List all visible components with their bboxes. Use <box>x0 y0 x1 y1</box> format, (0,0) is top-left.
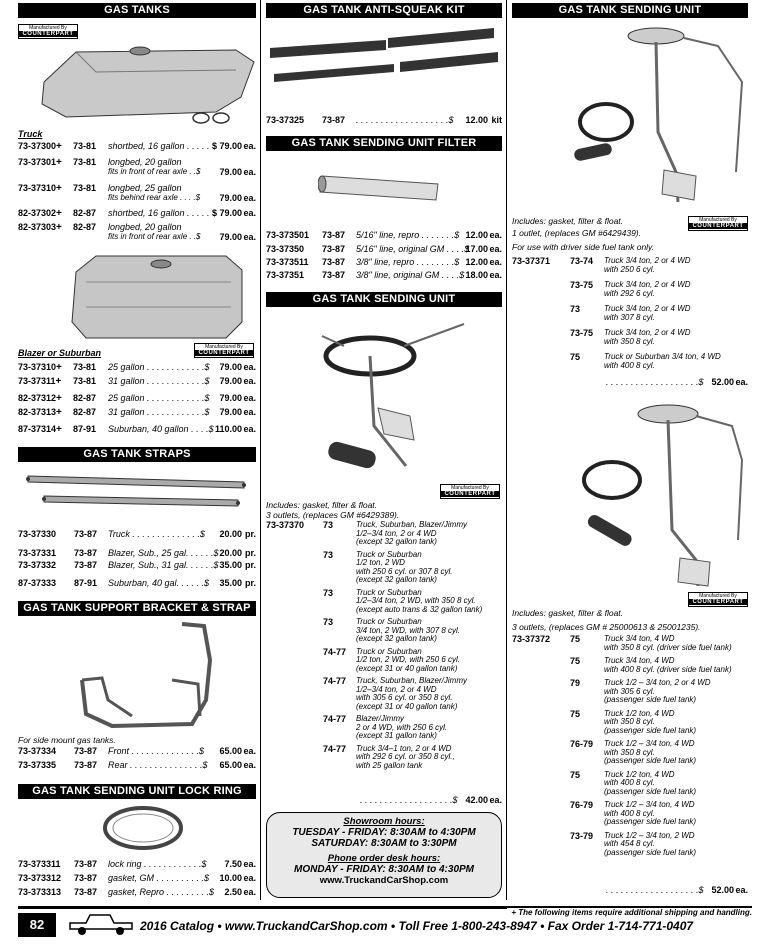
fitment-years: 73 <box>570 304 581 314</box>
gas-tank-illustration <box>36 42 258 126</box>
filter-illustration <box>318 162 444 214</box>
fitment-line: 2 or 4 WD, with 250 6 cyl. <box>356 722 448 732</box>
fitment-line: (except 32 gallon tank) <box>356 537 437 546</box>
fitment-years: 76-79 <box>570 739 594 749</box>
fitment-years: 75 <box>570 634 581 644</box>
fitment-line: Truck 1/2 – 3/4 ton, 4 WD <box>604 800 695 809</box>
sending-unit-illustration <box>314 316 484 488</box>
column-divider <box>260 0 261 900</box>
fitment-line: 1/2–3/4 ton, 2 or 4 WD <box>356 684 437 694</box>
fitment-years: 76-79 <box>570 800 594 810</box>
subheading-blazer: Blazer or Suburban <box>18 348 102 358</box>
fitment-line: (passenger side fuel tank) <box>604 786 697 796</box>
section-header-lock-ring: GAS TANK SENDING UNIT LOCK RING <box>18 784 256 799</box>
fitment-line: with 250 6 cyl. or 307 8 cyl. <box>356 566 453 576</box>
fitment-line: with 25 gallon tank <box>356 760 423 770</box>
fitment-years: 73 <box>323 520 334 530</box>
section-header-filter: GAS TANK SENDING UNIT FILTER <box>266 136 502 151</box>
fitment-line: with 350 8 cyl. (driver side fuel tank) <box>604 642 732 652</box>
fitment-years: 73 <box>323 549 334 560</box>
fitment-years: 74-77 <box>323 714 347 724</box>
fitment-line: Truck 3/4 ton, 2 or 4 WD <box>604 256 691 265</box>
phone-hours: MONDAY - FRIDAY: 8:30AM to 4:30PM <box>293 864 475 875</box>
fitment-years: 75 <box>570 352 581 362</box>
counterpart-badge: Manufactured By COUNTERPART <box>18 24 78 39</box>
fitment-line: Truck 3/4–1 ton, 2 or 4 WD <box>356 743 452 753</box>
fitment-years: 79 <box>570 678 581 688</box>
fitment-line: (except 31 or 40 gallon tank) <box>356 701 458 711</box>
truck-logo-icon <box>66 911 136 937</box>
fitment-years: 74-77 <box>323 743 347 754</box>
fitment-years: 73-74 <box>570 256 594 266</box>
fitment-line: with 250 6 cyl. <box>604 264 655 274</box>
fitment-line: with 400 8 cyl. (driver side fuel tank) <box>604 664 732 674</box>
sending-includes: Includes: gasket, filter & float. <box>266 500 378 510</box>
fitment-line: with 400 8 cyl. <box>604 808 655 818</box>
fitment-line: (except auto trans & 32 gallon tank) <box>356 604 483 614</box>
fitment-line: with 350 8 cyl. <box>604 336 655 346</box>
fitment-years: 73-79 <box>570 830 594 841</box>
fitment-years: 74-77 <box>323 676 347 686</box>
subheading-truck: Truck <box>18 129 43 139</box>
fitment-line: Truck or Suburban <box>356 549 422 559</box>
page-number: 82 <box>18 913 56 937</box>
column-divider <box>506 0 507 900</box>
showroom-hours-heading: Showroom hours: <box>343 816 425 827</box>
unit1-outlets: 1 outlet, (replaces GM #6429439). <box>512 228 641 238</box>
counterpart-badge: Manufactured By COUNTERPART <box>194 343 254 358</box>
fitment-years: 73 <box>323 617 334 627</box>
fitment-years: 73-75 <box>570 328 594 338</box>
fitment-years: 73-75 <box>570 280 594 290</box>
unit1-includes: Includes: gasket, filter & float. <box>512 216 624 226</box>
fitment-line: Truck 3/4 ton, 2 or 4 WD <box>604 304 691 313</box>
bracket-note: For side mount gas tanks. <box>18 735 116 745</box>
footer-catalog-line: 2016 Catalog • www.TruckandCarShop.com • Toll Free 1-800-243-8947 • Fax Order 1-714-771-0407 <box>140 919 694 933</box>
fitment-line: Truck 1/2 ton, 4 WD <box>604 769 675 779</box>
fitment-line: with 350 8 cyl. <box>604 717 655 726</box>
fitment-line: Truck or Suburban <box>356 617 422 626</box>
fitment-line: (except 32 gallon tank) <box>356 575 437 584</box>
lock-ring-illustration <box>98 802 188 856</box>
fitment-line: 1/2–3/4 ton, 2 WD, with 350 8 cyl. <box>356 596 476 605</box>
section-header-gas-tanks: GAS TANKS <box>18 3 256 18</box>
fitment-line: with 350 8 cyl. <box>604 747 655 757</box>
fitment-years: 73 <box>323 587 334 598</box>
fitment-line: Truck, Suburban, Blazer/Jimmy <box>356 520 467 529</box>
fitment-line: (passenger side fuel tank) <box>604 817 697 826</box>
fitment-line: Truck 3/4 ton, 2 or 4 WD <box>604 328 691 337</box>
anti-squeak-strips-illustration <box>268 24 500 90</box>
fitment-line: with 292 6 cyl. <box>604 288 655 298</box>
fitment-line: Truck 1/2 – 3/4 ton, 2 WD <box>604 830 695 840</box>
fitment-line: 1/2–3/4 ton, 2 or 4 WD <box>356 528 437 538</box>
blazer-tank-illustration <box>66 252 248 342</box>
fitment-line: (except 31 or 40 gallon tank) <box>356 663 458 673</box>
showroom-hours-saturday: SATURDAY: 8:30AM to 3:30PM <box>311 838 457 849</box>
fitment-years: 75 <box>570 769 581 780</box>
fitment-line: with 400 8 cyl. <box>604 778 655 787</box>
tank-straps-illustration <box>24 470 252 512</box>
fitment-line: (passenger side fuel tank) <box>604 695 697 704</box>
section-header-straps: GAS TANK STRAPS <box>18 447 256 462</box>
fitment-line: with 305 6 cyl. <box>604 686 655 696</box>
counterpart-badge: Manufactured By COUNTERPART <box>688 216 748 231</box>
fitment-line: Truck 3/4 ton, 4 WD <box>604 634 675 643</box>
fitment-line: with 400 8 cyl. <box>604 360 655 370</box>
shipping-note: + The following items require additional shipping and handling. <box>507 908 752 917</box>
fitment-line: (except 31 gallon tank) <box>356 731 437 740</box>
fitment-line: Truck or Suburban <box>356 587 422 597</box>
fitment-line: with 307 8 cyl. <box>604 312 655 322</box>
support-bracket-illustration <box>72 620 222 732</box>
website-link[interactable]: www.TruckandCarShop.com <box>319 875 449 886</box>
fitment-line: Truck, Suburban, Blazer/Jimmy <box>356 676 467 685</box>
fitment-line: (passenger side fuel tank) <box>604 756 697 765</box>
fitment-line: Truck or Suburban 3/4 ton, 4 WD <box>604 352 721 361</box>
hours-box <box>266 812 502 898</box>
fitment-line: 1/2 ton, 2 WD, with 250 6 cyl. <box>356 655 461 664</box>
fitment-line: Truck 3/4 ton, 4 WD <box>604 656 675 665</box>
sending-unit-1-illustration <box>568 22 748 208</box>
counterpart-badge: Manufactured By COUNTERPART <box>440 484 500 499</box>
fitment-line: Truck 3/4 ton, 2 or 4 WD <box>604 280 691 289</box>
fitment-line: Truck 1/2 – 3/4 ton, 4 WD <box>604 739 695 748</box>
unit2-includes: Includes: gasket, filter & float. <box>512 608 624 618</box>
fitment-line: 3/4 ton, 2 WD, with 307 8 cyl. <box>356 625 461 635</box>
fitment-years: 75 <box>570 708 581 719</box>
fitment-line: Truck 1/2 – 3/4 ton, 2 or 4 WD <box>604 678 711 687</box>
phone-hours-heading: Phone order desk hours: <box>327 853 441 864</box>
fitment-line: (passenger side fuel tank) <box>604 725 697 735</box>
fitment-line: 1/2 ton, 2 WD <box>356 558 405 567</box>
footer <box>18 906 752 935</box>
fitment-line: Truck 1/2 ton, 4 WD <box>604 708 675 718</box>
fitment-line: (passenger side fuel tank) <box>604 847 697 857</box>
sending-outlets: 3 outlets, (replaces GM #6429389). <box>266 510 400 520</box>
section-header-sending-unit: GAS TANK SENDING UNIT <box>266 292 502 307</box>
unit1-use: For use with driver side fuel tank only. <box>512 242 655 252</box>
fitment-line: (except 32 gallon tank) <box>356 634 437 643</box>
unit2-outlets: 3 outlets, (replaces GM # 25000613 & 25001235). <box>512 622 701 632</box>
counterpart-badge: Manufactured By COUNTERPART <box>688 592 748 607</box>
fitment-line: Truck or Suburban <box>356 646 422 656</box>
showroom-hours-weekdays: TUESDAY - FRIDAY: 8:30AM to 4:30PM <box>292 827 476 838</box>
section-header-sending-unit-right: GAS TANK SENDING UNIT <box>512 3 748 18</box>
fitment-line: with 292 6 cyl. or 350 8 cyl., <box>356 752 455 761</box>
fitment-line: Blazer/Jimmy <box>356 714 405 723</box>
sending-unit-2-illustration <box>572 400 748 590</box>
fitment-years: 74-77 <box>323 646 347 657</box>
section-header-bracket: GAS TANK SUPPORT BRACKET & STRAP <box>18 601 256 616</box>
fitment-line: with 454 8 cyl. <box>604 839 655 848</box>
fitment-line: with 305 6 cyl. or 350 8 cyl. <box>356 693 453 702</box>
section-header-anti-squeak: GAS TANK ANTI-SQUEAK KIT <box>266 3 502 18</box>
fitment-years: 75 <box>570 656 581 666</box>
